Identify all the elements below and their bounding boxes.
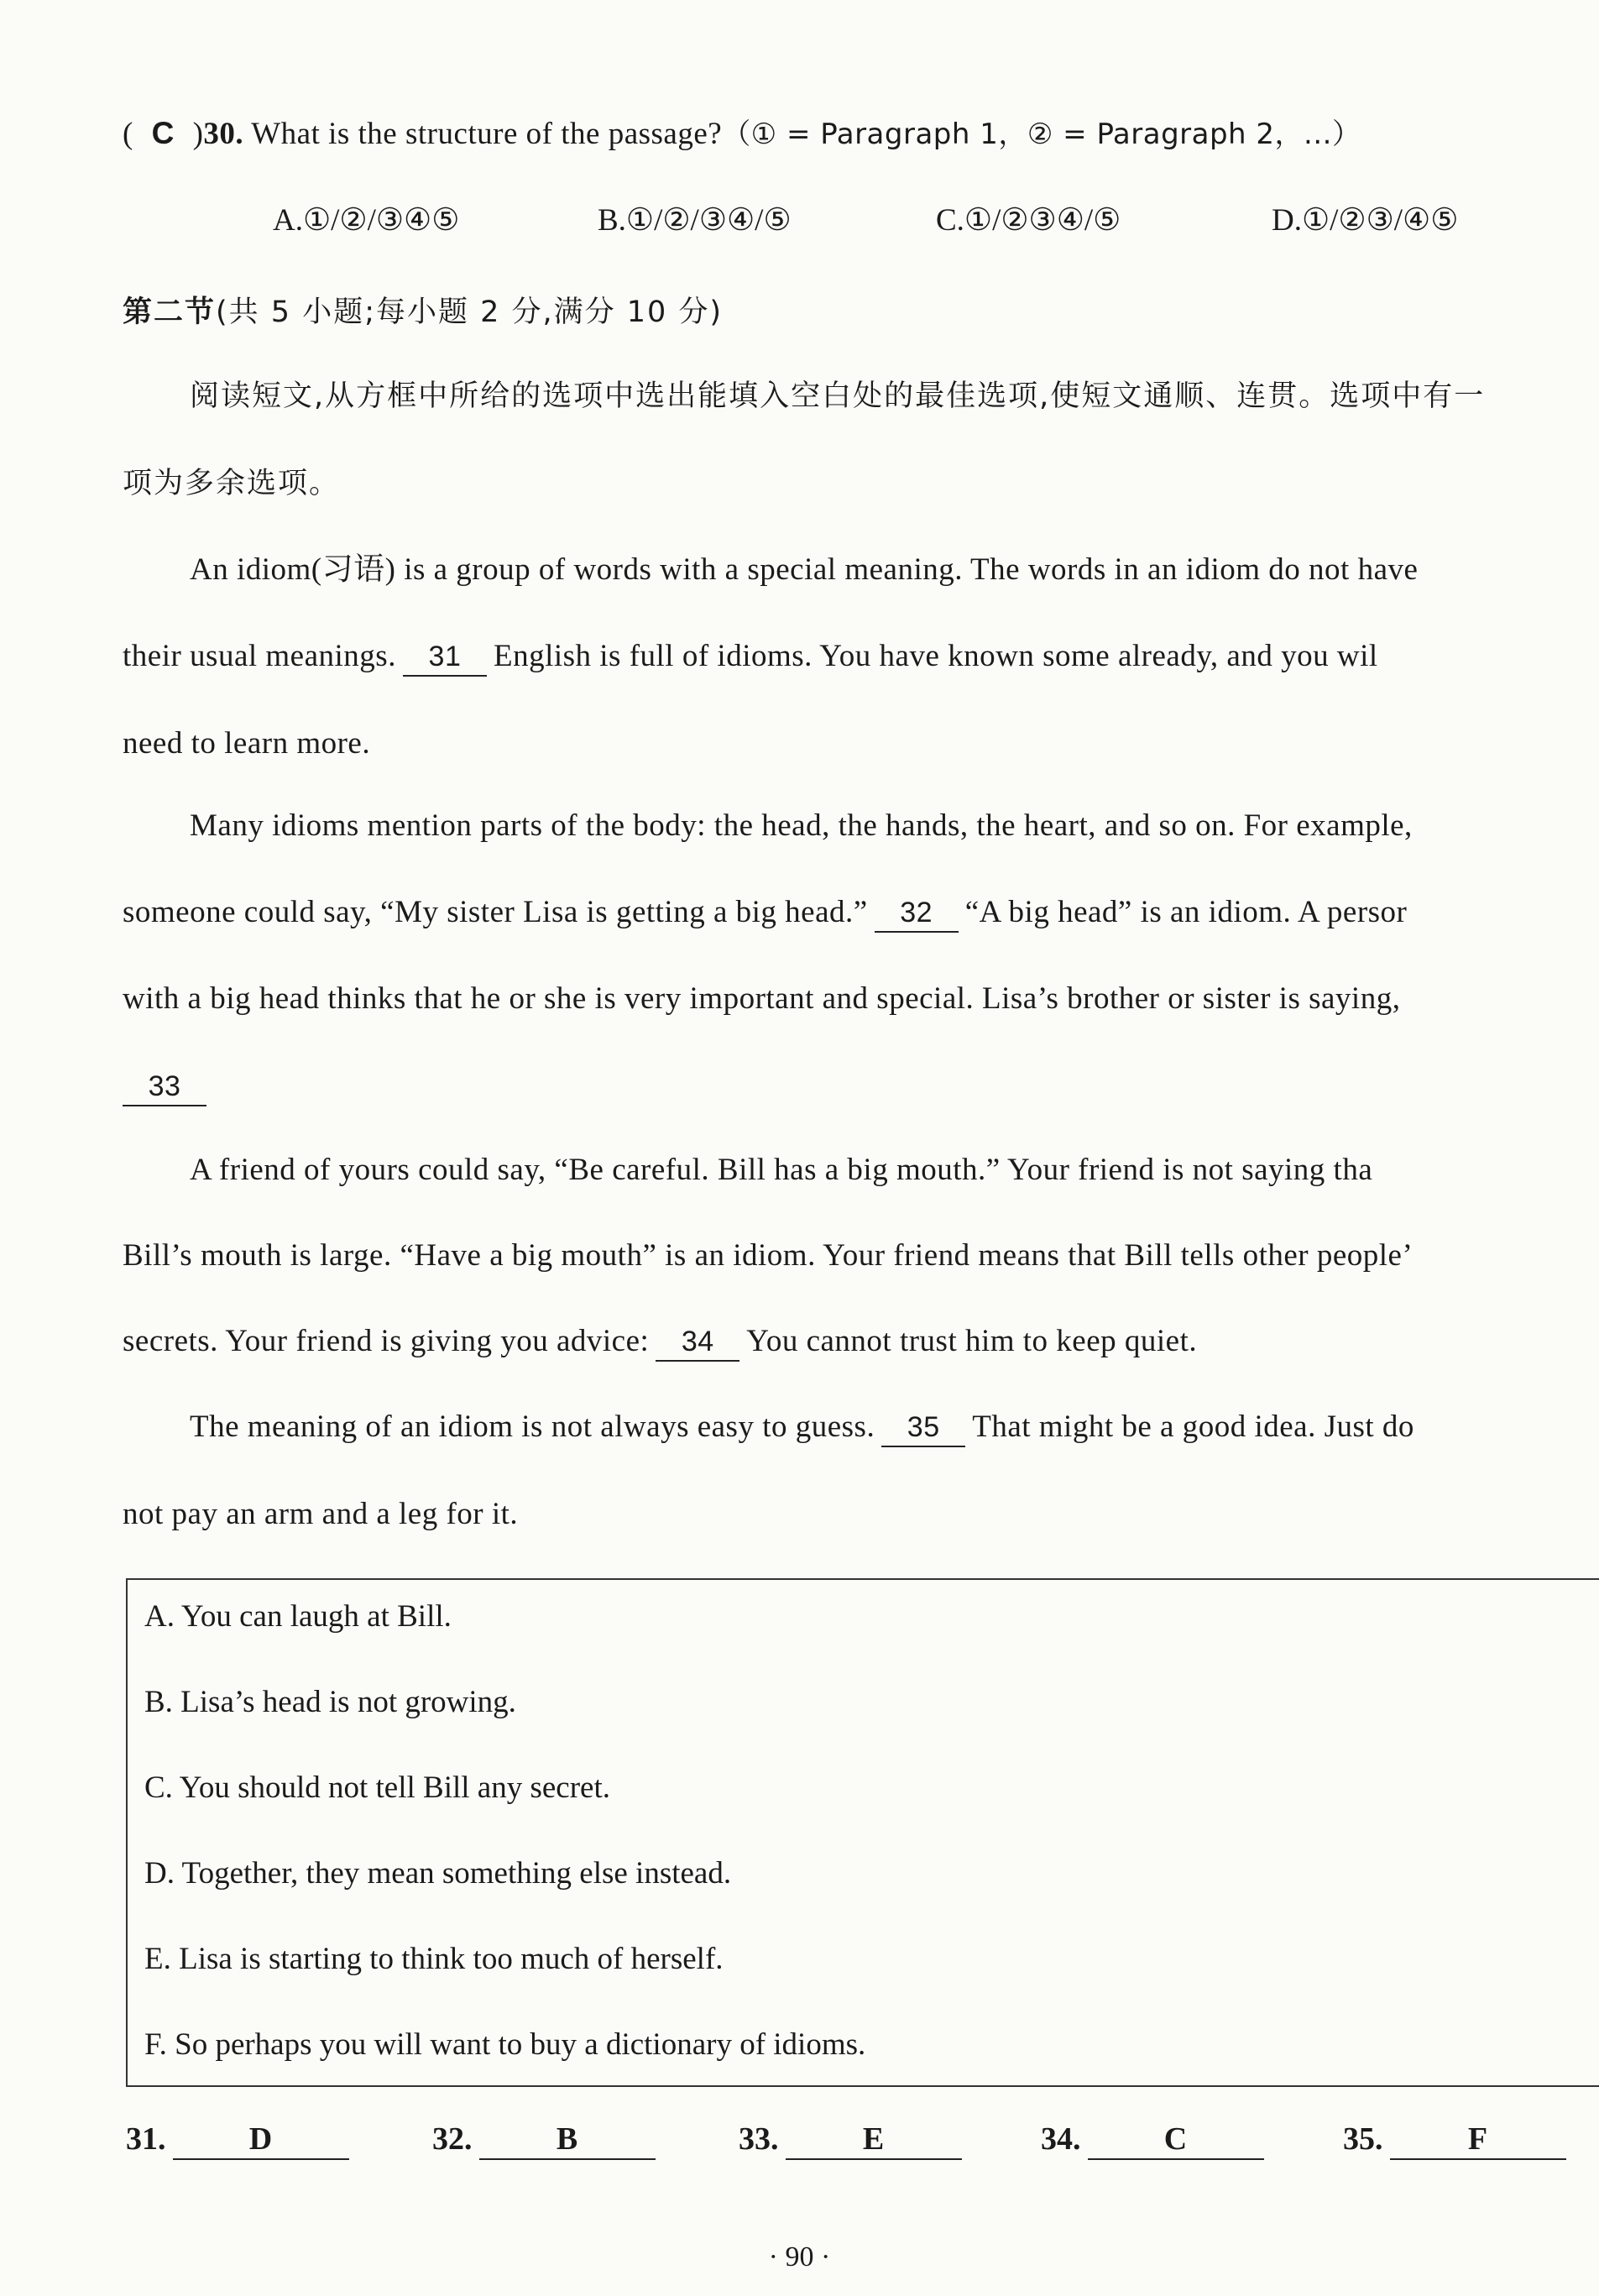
text-segment: secrets. Your friend is giving you advice: (123, 1324, 650, 1358)
passage-p4-line-2: not pay an arm and a leg for it. (123, 1497, 519, 1531)
answer-value: B (479, 2120, 656, 2160)
text-segment: You cannot trust him to keep quiet. (746, 1324, 1198, 1358)
text-segment: English is full of idioms. You have known some already, and you wil (493, 639, 1378, 673)
passage-p2-line-2 (123, 892, 1407, 933)
section-note: (共 5 小题;每小题 2 分,满分 10 分) (216, 295, 724, 329)
choice-e: E. Lisa is starting to think too much of herself. (144, 1942, 724, 1976)
page-number: · 90 · (768, 2241, 831, 2272)
passage-p1-line-2 (123, 636, 1378, 677)
instruction-line-2: 项为多余选项。 (123, 467, 341, 500)
choices-box (126, 1578, 1599, 2087)
answer-value: D (173, 2120, 349, 2160)
text-segment: That might be a good idea. Just do (972, 1410, 1414, 1444)
passage-p1-line-1: An idiom(习语) is a group of words with a special meaning. The words in an idiom do not have (190, 552, 1419, 587)
answer-value: C (1088, 2120, 1264, 2160)
text-segment: The meaning of an idiom is not always easy to guess. (190, 1410, 875, 1444)
section-title: 第二节 (123, 295, 217, 329)
question-30-answer: C (151, 116, 175, 150)
answer-number: 33. (739, 2121, 779, 2157)
answer-number: 35. (1343, 2121, 1383, 2157)
passage-p3-line-3 (123, 1321, 1197, 1362)
answer-number: 34. (1041, 2121, 1081, 2157)
question-30 (123, 113, 1361, 154)
text-segment: someone could say, “My sister Lisa is getting a big head.” (123, 895, 868, 929)
blank-31: 31 (403, 638, 487, 677)
answer-number: 31. (126, 2121, 166, 2157)
section-heading (123, 292, 723, 332)
option-30-d: D.①/②③/④⑤ (1272, 203, 1459, 238)
option-30-a: A.①/②/③④⑤ (273, 203, 460, 238)
text-segment: “A big head” is an idiom. A persor (964, 895, 1408, 929)
choice-f: F. So perhaps you will want to buy a dictionary of idioms. (144, 2027, 866, 2062)
passage-p1-line-3: need to learn more. (123, 726, 371, 761)
answer-32 (432, 2120, 656, 2160)
passage-p3-line-2: Bill’s mouth is large. “Have a big mouth” is an idiom. Your friend means that Bill tells other people’ (123, 1238, 1413, 1273)
passage-p2-line-3: with a big head thinks that he or she is very important and special. Lisa’s brother or sister is saying, (123, 981, 1401, 1016)
choice-c: C. You should not tell Bill any secret. (144, 1770, 610, 1805)
answer-number: 32. (432, 2121, 473, 2157)
answer-value: F (1390, 2120, 1566, 2160)
answer-paren-close: ) (192, 117, 204, 151)
question-30-hint: （① = Paragraph 1，② = Paragraph 2，...） (722, 118, 1361, 151)
choice-d: D. Together, they mean something else instead. (144, 1856, 732, 1891)
passage-p4-line-1 (190, 1407, 1414, 1447)
question-30-text: What is the structure of the passage? (243, 117, 723, 151)
option-30-c: C.①/②③④/⑤ (936, 203, 1121, 238)
instruction-line-1: 阅读短文,从方框中所给的选项中选出能填入空白处的最佳选项,使短文通顺、连贯。选项中有一 (190, 379, 1486, 413)
choice-a: A. You can laugh at Bill. (144, 1599, 452, 1634)
answer-35 (1343, 2120, 1566, 2160)
blank-32: 32 (875, 894, 959, 933)
passage-p2-line-1: Many idioms mention parts of the body: the head, the hands, the heart, and so on. For example, (190, 808, 1413, 843)
answer-33 (739, 2120, 962, 2160)
answer-paren-open: ( (123, 117, 133, 151)
question-30-number: 30. (203, 117, 244, 151)
option-30-b: B.①/②/③④/⑤ (598, 203, 792, 238)
text-segment: their usual meanings. (123, 639, 396, 673)
passage-p3-line-1: A friend of yours could say, “Be careful. Bill has a big mouth.” Your friend is not saying tha (190, 1153, 1373, 1187)
blank-33: 33 (123, 1068, 206, 1106)
blank-34: 34 (656, 1323, 739, 1362)
passage-p2-line-4 (123, 1066, 213, 1106)
answer-value: E (786, 2120, 962, 2160)
answer-34 (1041, 2120, 1264, 2160)
blank-35: 35 (881, 1409, 965, 1447)
answer-31 (126, 2120, 349, 2160)
choice-b: B. Lisa’s head is not growing. (144, 1685, 516, 1719)
